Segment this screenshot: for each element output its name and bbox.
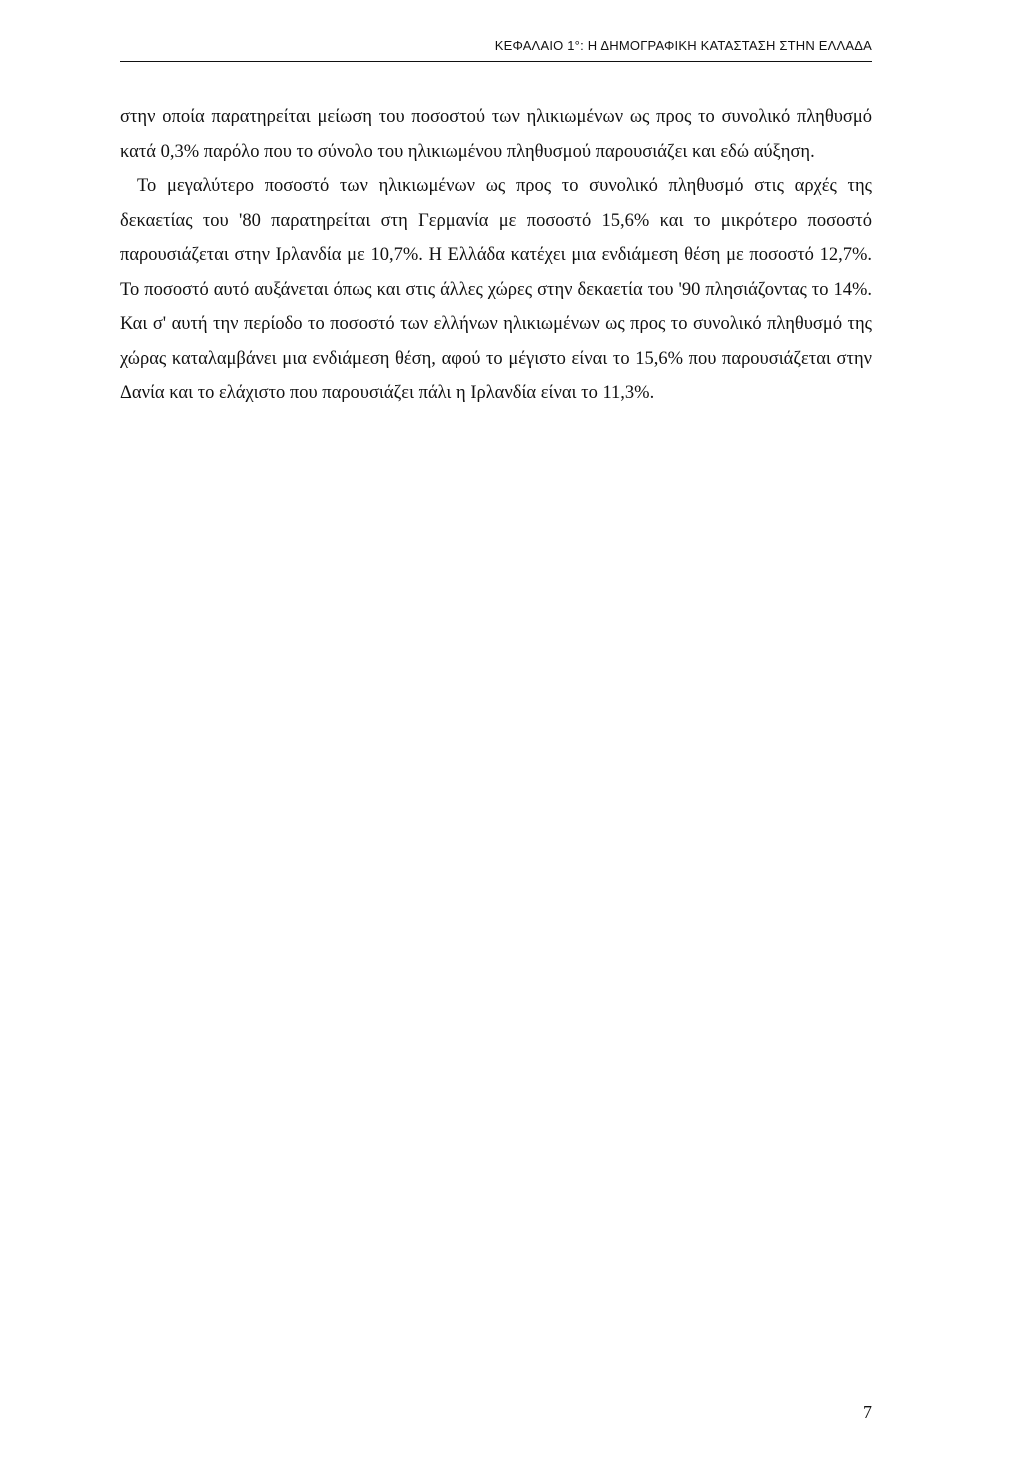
paragraph-continuation: στην οποία παρατηρείται μείωση του ποσοστού των ηλικιωμένων ως προς το συνολικό πληθυσμό κατά 0,3% παρόλο που το σύνολο του ηλικιωμένου πληθυσμού παρουσιάζει και εδώ αύξηση. [120, 107, 872, 162]
page-number: 7 [863, 1402, 872, 1422]
header-divider [120, 61, 872, 62]
running-header: ΚΕΦΑΛΑΙΟ 1°: Η ΔΗΜΟΓΡΑΦΙΚΗ ΚΑΤΑΣΤΑΣΗ ΣΤΗΝ ΕΛΛΑΔΑ [494, 38, 872, 53]
body-text [120, 100, 872, 411]
paragraph-percentages: Το μεγαλύτερο ποσοστό των ηλικιωμένων ως προς το συνολικό πληθυσμό στις αρχές της δεκαετίας του '80 παρατηρείται στη Γερμανία με ποσοστό 15,6% και το μικρότερο ποσοστό παρουσιάζεται στην Ιρλανδία με 10,7%. Η Ελλάδα κατέχει μια ενδιάμεση θέση με ποσοστό 12,7%. Το ποσοστό αυτό αυξάνεται όπως και στις άλλες χώρες στην δεκαετία του '90 πλησιάζοντας το 14%. Και σ' αυτή την περίοδο το ποσοστό των ελλήνων ηλικιωμένων ως προς το συνολικό πληθυσμό της χώρας καταλαμβάνει μια ενδιάμεση θέση, αφού το μέγιστο είναι το 15,6% που παρουσιάζεται στην Δανία και το ελάχιστο που παρουσιάζει πάλι η Ιρλανδία είναι το 11,3%. [120, 176, 872, 403]
